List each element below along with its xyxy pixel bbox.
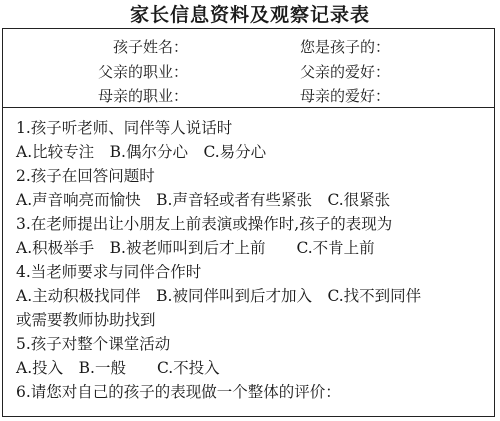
- form-title: 家长信息资料及观察记录表: [129, 4, 370, 26]
- question-6: 6.请您对自己的孩子的表现做一个整体的评价：: [16, 383, 341, 401]
- father-job-field[interactable]: 父亲的职业：: [98, 63, 189, 81]
- question-2: 2.孩子在回答问题时: [16, 167, 155, 185]
- question-2-options[interactable]: A.声音响亮而愉快 B.声音轻或者有些紧张 C.很紧张: [16, 191, 391, 209]
- question-1: 1.孩子听老师、同伴等人说话时: [16, 119, 233, 137]
- parent-info-section: [3, 29, 494, 108]
- mother-job-field[interactable]: 母亲的职业：: [98, 87, 189, 105]
- question-3: 3.在老师提出让小朋友上前表演或操作时,孩子的表现为: [16, 215, 393, 233]
- child-name-field[interactable]: 孩子姓名：: [113, 38, 189, 56]
- question-4-options[interactable]: A.主动积极找同伴 B.被同伴叫到后才加入 C.找不到同伴: [16, 287, 422, 305]
- observation-form: [2, 28, 495, 417]
- question-1-options[interactable]: A.比较专注 B.偶尔分心 C.易分心: [16, 143, 267, 161]
- question-4: 4.当老师要求与同伴合作时: [16, 263, 202, 281]
- question-4-options-continued: 或需要教师协助找到: [16, 311, 156, 329]
- question-5-options[interactable]: A.投入 B.一般 C.不投入: [16, 359, 220, 377]
- question-3-options[interactable]: A.积极举手 B.被老师叫到后才上前 C.不肯上前: [16, 239, 375, 257]
- mother-hobby-field[interactable]: 母亲的爱好：: [300, 87, 391, 105]
- relation-field[interactable]: 您是孩子的：: [300, 38, 391, 56]
- father-hobby-field[interactable]: 父亲的爱好：: [300, 63, 391, 81]
- question-5: 5.孩子对整个课堂活动: [16, 335, 171, 353]
